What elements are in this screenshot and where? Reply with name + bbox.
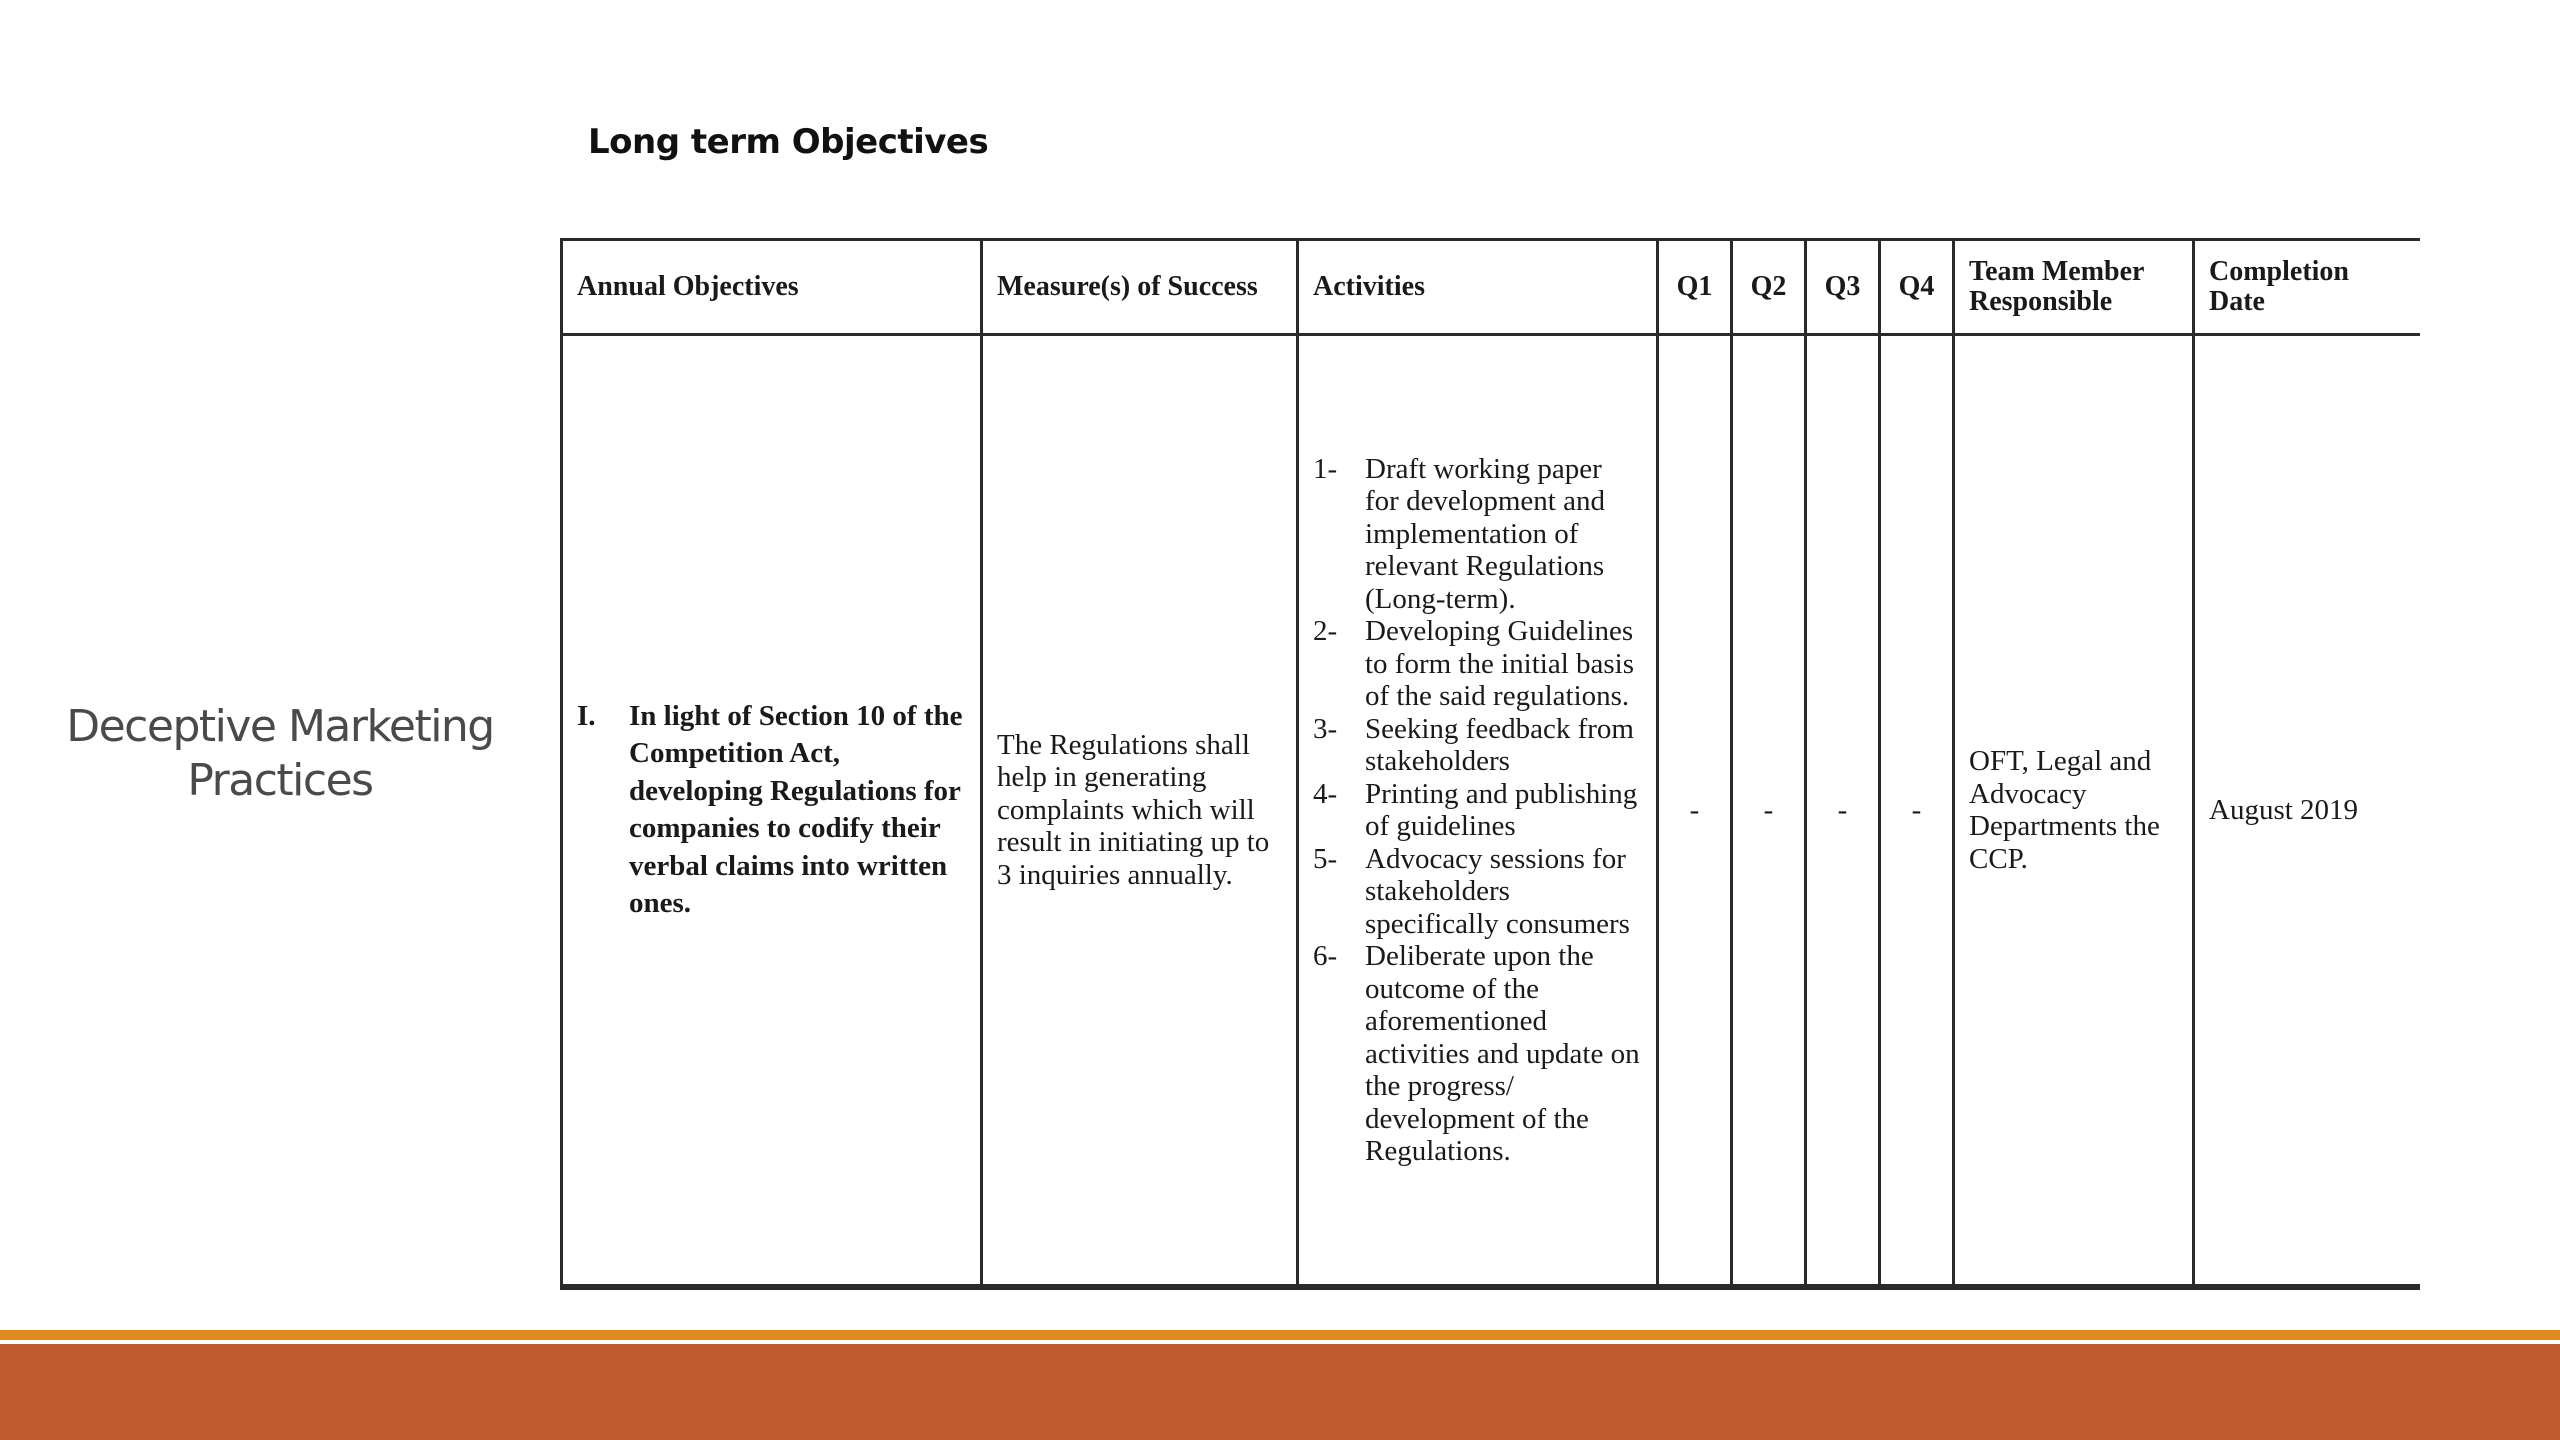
objective-text: In light of Section 10 of the Competition Act, developing Regulations for companies to codify their verbal claims into written ones.	[629, 699, 963, 919]
activity-item	[1313, 453, 1642, 616]
footer-accent-bar	[0, 1330, 2560, 1340]
activity-text: Deliberate upon the outcome of the aforementioned activities and update on the progress/ development of the Regulations.	[1365, 940, 1640, 1167]
activity-item	[1313, 778, 1642, 843]
header-annual-objectives: Annual Objectives	[562, 240, 982, 335]
header-q4: Q4	[1880, 240, 1954, 335]
objective-number: I.	[577, 699, 596, 732]
table-header-row	[562, 240, 2421, 335]
activity-text: Advocacy sessions for stakeholders specifically consumers	[1365, 842, 1630, 940]
activity-number: 1-	[1313, 452, 1338, 485]
q2-cell: -	[1732, 335, 1806, 1286]
activities-cell	[1298, 335, 1658, 1286]
q4-cell: -	[1880, 335, 1954, 1286]
activity-number: 5-	[1313, 842, 1338, 875]
activity-item	[1313, 713, 1642, 778]
header-q2: Q2	[1732, 240, 1806, 335]
activity-text: Developing Guidelines to form the initial basis of the said regulations.	[1365, 615, 1635, 712]
activity-text: Seeking feedback from stakeholders	[1365, 712, 1634, 777]
objectives-table-container	[560, 238, 2420, 1294]
objective-cell	[562, 335, 982, 1286]
activity-number: 2-	[1313, 615, 1338, 647]
footer-bar	[0, 1344, 2560, 1440]
table-row	[562, 335, 2421, 1286]
activity-number: 3-	[1313, 712, 1338, 745]
activity-item	[1313, 843, 1642, 941]
activity-item	[1313, 615, 1642, 713]
activity-text: Draft working paper for development and implementation of relevant Regulations (Long-term).	[1365, 452, 1605, 615]
objectives-table	[560, 238, 2420, 1290]
q3-cell: -	[1806, 335, 1880, 1286]
completion-date-cell: August 2019	[2194, 335, 2421, 1286]
activity-text: Printing and publishing of guidelines	[1365, 777, 1638, 842]
table-row-next	[562, 1286, 2421, 1289]
q1-cell: -	[1658, 335, 1732, 1286]
activities-list	[1313, 453, 1642, 1168]
team-cell: OFT, Legal and Advocacy Departments the CCP.	[1954, 335, 2194, 1286]
activity-item	[1313, 940, 1642, 1168]
header-q3: Q3	[1806, 240, 1880, 335]
header-q1: Q1	[1658, 240, 1732, 335]
header-completion: Completion Date	[2194, 240, 2421, 335]
header-team: Team Member Responsible	[1954, 240, 2194, 335]
header-measures: Measure(s) of Success	[982, 240, 1298, 335]
activity-number: 4-	[1313, 777, 1338, 810]
slide-title: Deceptive Marketing Practices	[66, 701, 494, 806]
measure-cell: The Regulations shall help in generating complaints which will result in initiating up to 3 inquiries annually.	[982, 335, 1298, 1286]
section-heading: Long term Objectives	[588, 122, 989, 162]
activity-number: 6-	[1313, 940, 1338, 972]
header-activities: Activities	[1298, 240, 1658, 335]
